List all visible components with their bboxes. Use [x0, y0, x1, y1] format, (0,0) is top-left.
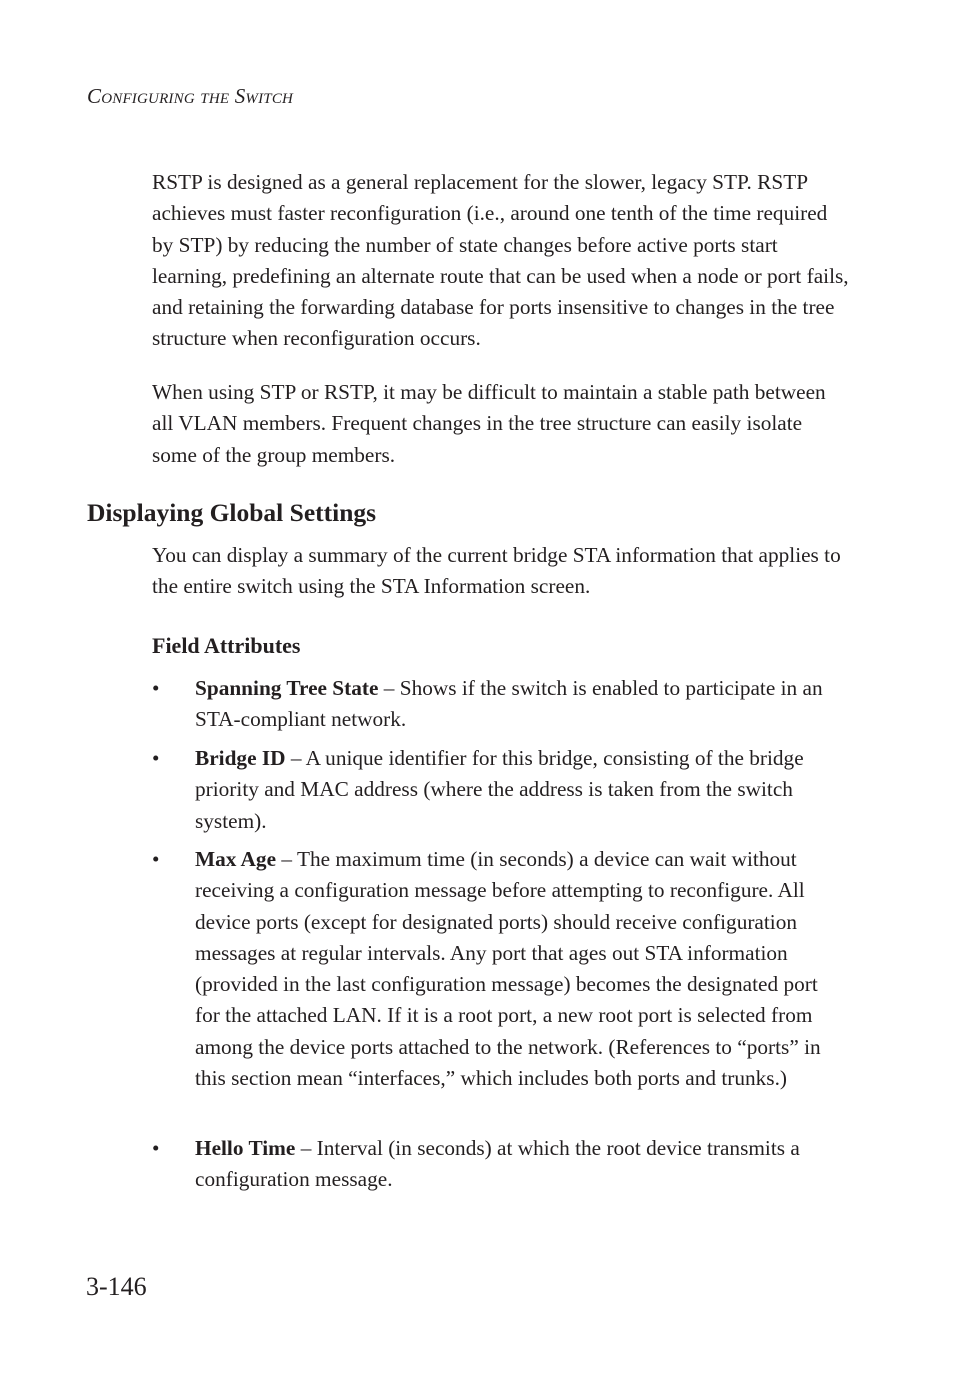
field-term: Bridge ID — [195, 746, 286, 770]
running-header: Configuring the Switch — [87, 84, 294, 108]
field-item-spanning-tree-state — [152, 673, 852, 736]
bullet-icon: • — [152, 1136, 160, 1160]
field-text: – A unique identifier for this bridge, consisting of the bridge priority and MAC address (where the address is taken from the switch system). — [195, 746, 804, 833]
field-description — [195, 844, 847, 1094]
bullet-icon: • — [152, 847, 160, 871]
field-item-bridge-id — [152, 743, 852, 837]
section-title: Displaying Global Settings — [87, 498, 377, 527]
bullet-icon: • — [152, 676, 160, 700]
field-item-hello-time — [152, 1133, 852, 1196]
field-text: – The maximum time (in seconds) a device can wait without receiving a configuration message before attempting to reconfigure. All device ports (except for designated ports) should receive configuration messages at regular intervals. Any port that ages out STA information (provided in the last configuration message) becomes the designated port for the attached LAN. If it is a root port, a new root port is selected from among the device ports attached to the network. (References to “ports” in this section mean “interfaces,” which includes both ports and trunks.) — [195, 847, 821, 1091]
field-description — [195, 743, 847, 837]
intro-paragraph-vlan: When using STP or RSTP, it may be difficult to maintain a stable path between all VLAN members. Frequent changes in the tree structure can easily isolate some of the group members. — [152, 380, 826, 467]
field-item-max-age — [152, 844, 852, 1094]
intro-paragraph-rstp: RSTP is designed as a general replacement for the slower, legacy STP. RSTP achieves must faster reconfiguration (i.e., around one tenth of the time required by STP) by reducing the number of state changes before active ports start learning, predefining an alternate route that can be used when a node or port fails, and retaining the forwarding database for ports insensitive to changes in the tree structure when reconfiguration occurs. — [152, 170, 849, 351]
field-term: Spanning Tree State — [195, 676, 379, 700]
field-term: Max Age — [195, 847, 277, 871]
field-description — [195, 1133, 847, 1196]
field-term: Hello Time — [195, 1136, 296, 1160]
field-text: – Shows if the switch is enabled to participate in an STA-compliant network. — [195, 676, 823, 732]
field-description — [195, 673, 847, 736]
field-attributes-title: Field Attributes — [152, 633, 301, 658]
field-text: – Interval (in seconds) at which the root device transmits a configuration message. — [195, 1136, 800, 1192]
bullet-icon: • — [152, 746, 160, 770]
section-description: You can display a summary of the current bridge STA information that applies to the entire switch using the STA Information screen. — [152, 543, 841, 599]
page-number: 3-146 — [86, 1272, 147, 1301]
